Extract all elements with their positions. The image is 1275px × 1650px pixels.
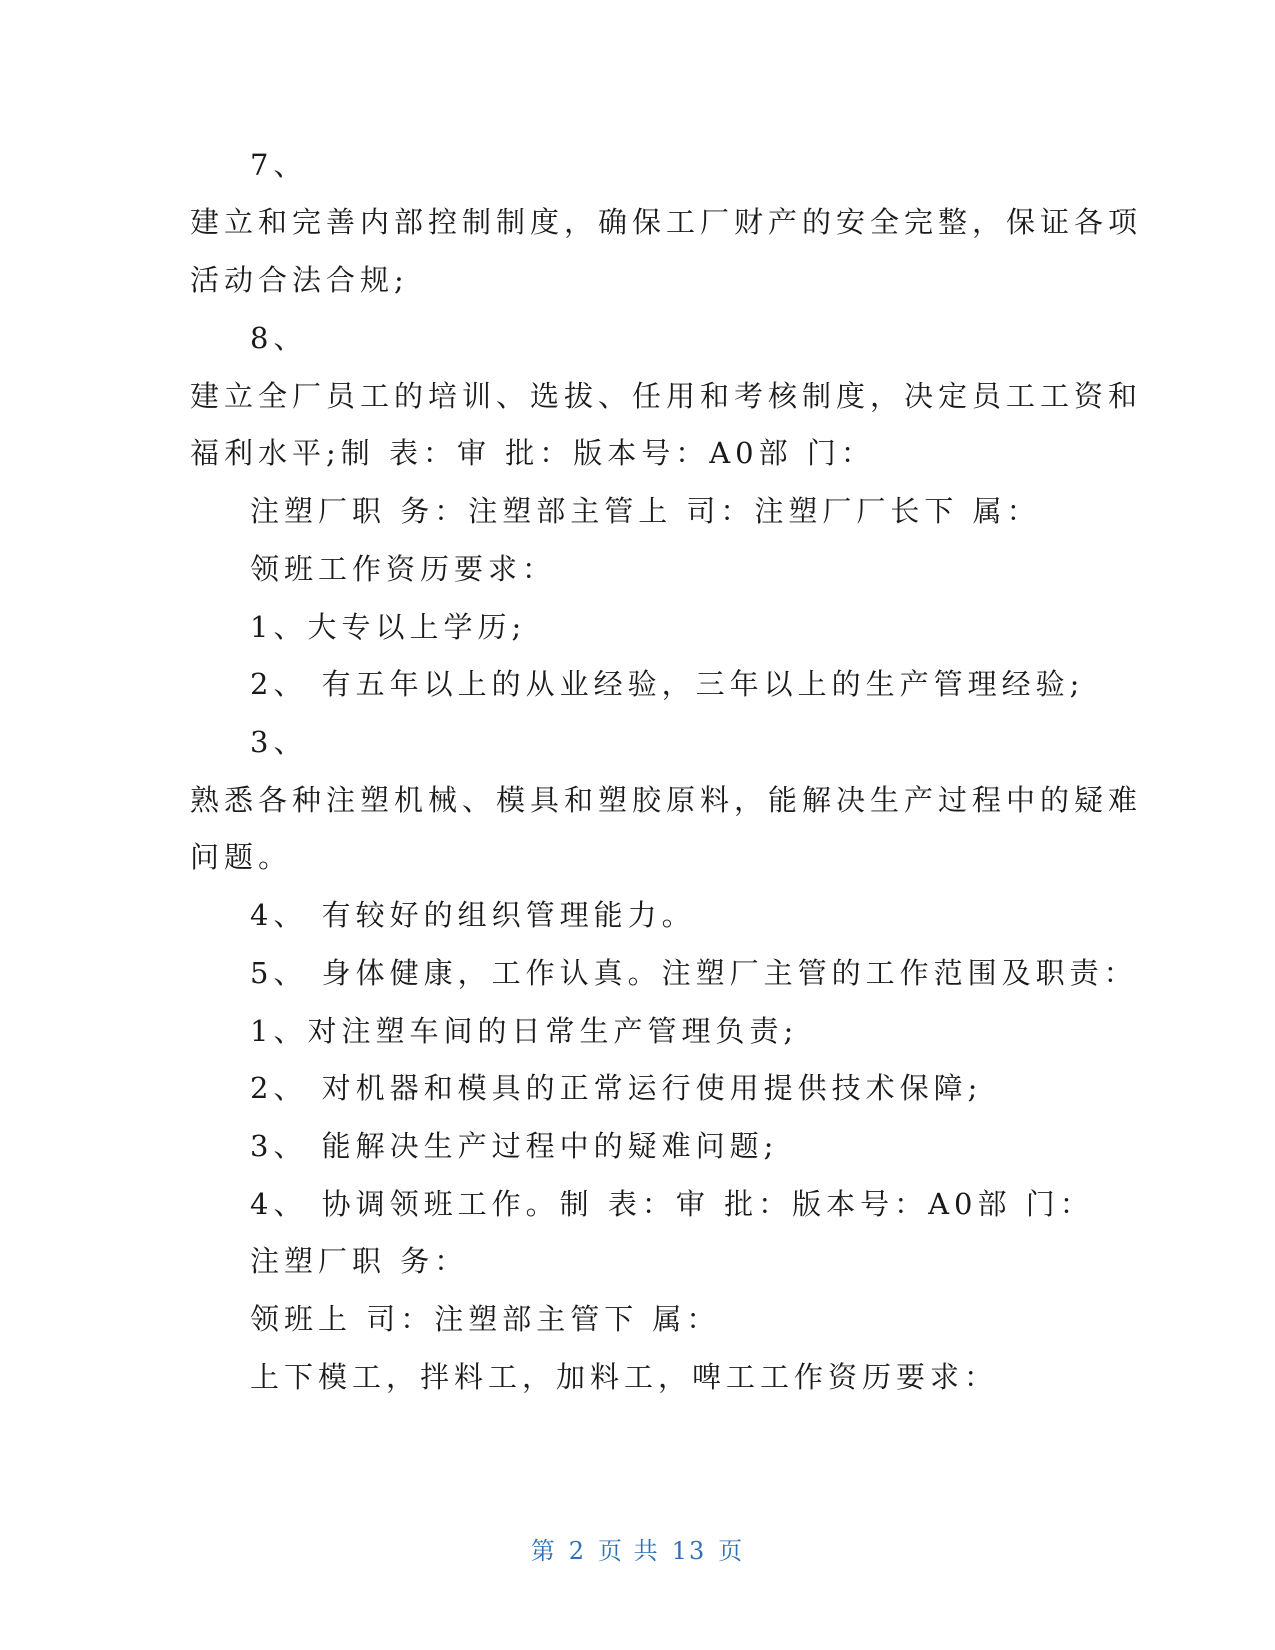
list-item: 5、 身体健康，工作认真。注塑厂主管的工作范围及职责： xyxy=(250,956,1138,990)
list-number-8: 8、 xyxy=(250,321,308,355)
list-item: 4、 协调领班工作。制 表：审 批：版本号：A0部 门： xyxy=(250,1187,1094,1221)
paragraph-line: 领班上 司：注塑部主管下 属： xyxy=(250,1302,721,1336)
current-page-number: 2 xyxy=(568,1537,587,1565)
total-pages-number: 13 xyxy=(671,1537,707,1565)
list-item: 4、 有较好的组织管理能力。 xyxy=(250,898,696,932)
list-item: 1、大专以上学历; xyxy=(250,610,527,644)
list-item: 2、 对机器和模具的正常运行使用提供技术保障; xyxy=(250,1071,983,1105)
paragraph-line: 上下模工，拌料工，加料工，啤工工作资历要求： xyxy=(250,1360,999,1394)
list-number-7: 7、 xyxy=(250,148,308,182)
paragraph-line: 活动合法合规; xyxy=(190,263,409,297)
footer-suffix: 页 xyxy=(718,1537,745,1565)
paragraph-line: 注塑厂职 务： xyxy=(250,1244,469,1278)
list-item: 2、 有五年以上的从业经验，三年以上的生产管理经验; xyxy=(250,667,1085,701)
paragraph-line: 建立全厂员工的培训、选拔、任用和考核制度，决定员工工资和 xyxy=(190,379,1143,413)
page-footer xyxy=(0,1535,1275,1567)
footer-prefix: 第 xyxy=(530,1537,557,1565)
paragraph-line: 注塑厂职 务：注塑部主管上 司：注塑厂厂长下 属： xyxy=(250,494,1041,528)
paragraph-line: 福利水平;制 表：审 批：版本号：A0部 门： xyxy=(190,436,875,470)
list-item: 3、 能解决生产过程中的疑难问题; xyxy=(250,1129,779,1163)
list-item: 1、对注塑车间的日常生产管理负责; xyxy=(250,1014,799,1048)
footer-middle: 页 共 xyxy=(598,1537,660,1565)
paragraph-line: 建立和完善内部控制制度，确保工厂财产的安全完整，保证各项 xyxy=(190,205,1143,239)
paragraph-line: 熟悉各种注塑机械、模具和塑胶原料，能解决生产过程中的疑难 xyxy=(190,783,1143,817)
paragraph-line: 问题。 xyxy=(190,840,293,874)
section-heading: 领班工作资历要求： xyxy=(250,552,557,586)
list-number-3: 3、 xyxy=(250,725,308,759)
